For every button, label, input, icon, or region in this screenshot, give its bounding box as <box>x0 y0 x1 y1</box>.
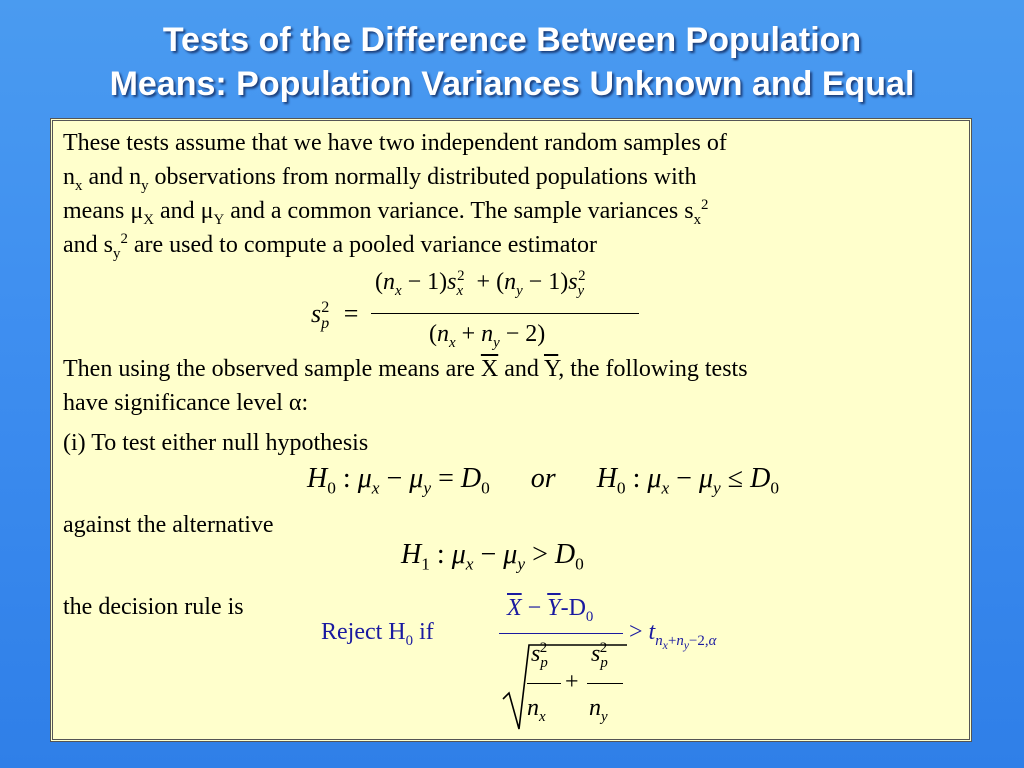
radicand-bar-2 <box>587 683 623 684</box>
para3: (i) To test either null hypothesis <box>63 430 369 456</box>
subscript: x <box>693 211 702 228</box>
x-bar: $\overline{X}$ <box>480 356 499 382</box>
para1-line3 <box>63 195 708 227</box>
title-line-1: Tests of the Difference Between Population <box>162 21 862 59</box>
text-run: if <box>413 619 434 645</box>
radicand-term-2: $s_p^2$ <box>591 640 608 671</box>
superscript: 2 <box>701 197 709 213</box>
text-run: and s <box>63 232 113 258</box>
subscript: y <box>113 245 121 262</box>
slide-title <box>0 18 1024 106</box>
title-line-2: Means: Population Variances Unknown and Equal <box>109 65 915 103</box>
or-label: or <box>530 463 556 494</box>
radicand-bar-1 <box>527 683 561 684</box>
para1-line1: These tests assume that we have two independent random samples of <box>63 130 727 156</box>
para1-line4 <box>63 229 597 261</box>
text-run: n <box>63 164 75 190</box>
text-run: -D <box>560 595 586 621</box>
radicand-plus: + <box>565 669 579 695</box>
radicand-den-1: $n_x$ <box>527 695 546 725</box>
radicand-den-2: $n_y$ <box>589 695 608 725</box>
fraction-bar <box>371 313 639 314</box>
radicand-term-1: $s_p^2$ <box>531 640 548 671</box>
subscript: Y <box>213 211 225 228</box>
decision-threshold: > $t_{n_x+n_y-2,\alpha}$ <box>629 619 717 652</box>
subscript: X <box>143 211 154 228</box>
decision-numerator: $\overline{X} - \overline{Y}-D_0$ <box>507 595 594 625</box>
subscript: y <box>141 177 149 194</box>
text-run: , the following tests <box>558 356 748 382</box>
para5: the decision rule is <box>63 594 244 620</box>
alternative-hypothesis-formula: $H_1$ : $\mu_x - \mu_y > D_0$ <box>401 539 584 574</box>
text-run: Then using the observed sample means are <box>63 356 481 382</box>
text-run: observations from normally distributed populations with <box>148 164 697 190</box>
text-run: and μ <box>153 198 214 224</box>
text-run: means μ <box>63 198 144 224</box>
formula-lhs: $s_p^2$ = <box>311 299 359 333</box>
superscript: 2 <box>120 231 128 247</box>
text-run: and a common variance. The sample variances s <box>224 198 694 224</box>
text-run: and n <box>82 164 142 190</box>
y-bar: $\overline{Y}$ <box>543 356 559 382</box>
decision-fraction-bar <box>499 633 623 634</box>
para4: against the alternative <box>63 512 274 538</box>
content-box <box>50 118 972 742</box>
formula-numerator: $(n_x - 1)s_x^2 + (n_y - 1)s_y^2$ <box>375 268 586 299</box>
null-hypothesis-formula: $H_0$ : $\mu_x - \mu_y = D_0$ or $H_0$ : $\mu_x - \mu_y \le D_0$ <box>307 463 780 498</box>
para1-line2 <box>63 161 696 193</box>
subscript: x <box>75 177 83 194</box>
para2-line2: have significance level α: <box>63 390 309 416</box>
symbol-s: s <box>311 299 322 328</box>
text-run: Reject H <box>321 619 406 645</box>
para2-line1 <box>63 353 748 385</box>
text-run: are used to compute a pooled variance estimator <box>127 232 598 258</box>
reject-label <box>321 619 434 649</box>
text-run: and <box>498 356 544 382</box>
formula-denominator: $(n_x + n_y - 2)$ <box>429 321 546 351</box>
subscript: 0 <box>405 632 414 649</box>
